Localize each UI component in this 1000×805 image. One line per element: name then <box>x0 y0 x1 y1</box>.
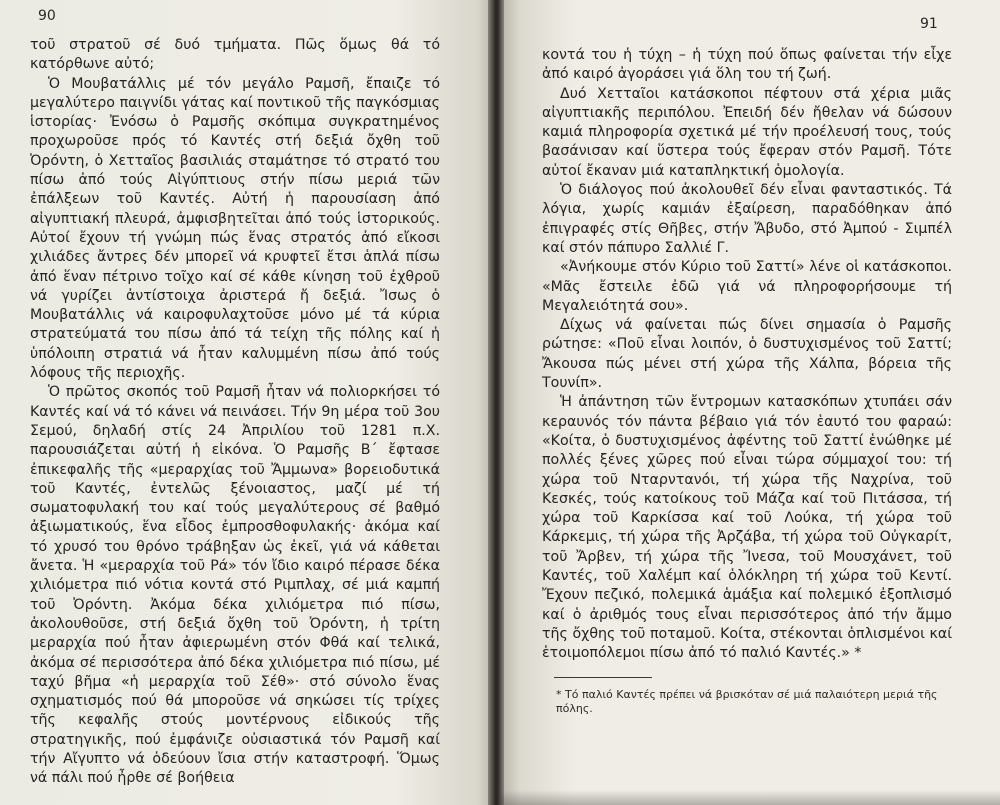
paragraph: Ὁ Μουβατάλλις μέ τόν μεγάλο Ραμσῆ, ἔπαιζε τό μεγαλύτερο παιγνίδι γάτας καί ποντικοῦ τῆς παγκόσμιας ἱστορίας· Ἐνόσω ὁ Ραμσῆς σκόπιμα συγκρατημένος προχωροῦσε πρός τό Καντές στή δεξιά ὄχθη τοῦ Ὀρόντη, ὁ Χετταῖος βασιλιάς σταμάτησε τό στρατό του πίσω ἀπό τούς Αἰγύπτιους στήν πίσω μεριά τῶν ἐπάλξεων τοῦ Καντές. Αὐτή ἡ παρουσίαση ἀπό αἰγυπτιακή πλευρά, ἀμφισβητεῖται ἀπό τούς ἱστορικούς. Αὐτοί ἔχουν τή γνώμη πώς ἕνας στρατός ἀπό εἴκοσι χιλιάδες ἄντρες δέν μπορεῖ νά κρυφτεῖ ἔτσι ἁπλά πίσω ἀπό ἕναν πέτρινο τοῖχο καί σέ κάθε κίνηση τοῦ ἐχθροῦ νά γυρίζει ἀντίστοιχα ἀριστερά ἤ δεξιά. Ἴσως ὁ Μουβατάλλις νά καιροφυλαχτοῦσε μόνο μέ τά κύρια στρατεύματά του πίσω ἀπό τά τείχη τῆς πόλης καί ἡ ὑπόλοιπη στρατιά νά ἦταν καλυμμένη πίσω ἀπό τούς λόφους τῆς περιοχῆς. <box>30 75 440 382</box>
paragraph: κοντά του ἡ τύχη – ἡ τύχη πού ὅπως φαίνεται τήν εἶχε ἀπό καιρό ἀγοράσει γιά ὅλη του τή ζωή. <box>542 47 952 83</box>
paragraph: Ἡ ἀπάντηση τῶν ἔντρομων κατασκόπων χτυπάει σάν κεραυνός τόν πάντα βέβαιο γιά τόν ἑαυτό του φαραώ: «Κοίτα, ὁ δυστυχισμένος ἀφέντης τοῦ Σαττί ἑνώθηκε μέ πολλές ξένες χῶρες πού εἶναι τώρα σύμμαχοί του: τή χώρα τοῦ Νταρντανόι, τή χώρα τῆς Ναχρίνα, τοῦ Κεσκές, τούς κατοίκους τοῦ Μάζα καί τοῦ Πιτάσσα, τή χώρα τοῦ Καρκίσσα καί τοῦ Λούκα, τή χώρα τοῦ Κάρκεμις, τή χώρα τῆς Ἀρζάβα, τή χώρα τοῦ Οὐγκαρίτ, τοῦ Ἄρβεν, τή χώρα τῆς Ἴνεσα, τοῦ Μουσχάνετ, τοῦ Καντές, τοῦ Χαλέμπ καί ὁλόκληρη τή χώρα τοῦ Κεντί. Ἔχουν πεζικό, πολεμικά ἁμάξια καί πολεμικό ἐξοπλισμό καί ὁ ἀριθμός τους εἶναι περισσότερος ἀπό τήν ἄμμο τῆς ὄχθης τοῦ ποταμοῦ. Κοίτα, στέκονται ὁπλισμένοι καί ἑτοιμοπόλεμοι πίσω ἀπό τό παλιό Καντές.» * <box>542 394 952 662</box>
left-page-text <box>30 36 440 789</box>
book-gutter <box>488 0 504 805</box>
right-page-text <box>542 46 952 664</box>
left-page-number: 90 <box>38 8 56 24</box>
paragraph: Ὁ διάλογος πού ἀκολουθεῖ δέν εἶναι φανταστικός. Τά λόγια, χωρίς καμιάν ἐξαίρεση, παραδόθηκαν ἀπό ἐπιγραφές στίς Θῆβες, στήν Ἄβυδο, στό Ἀμπού - Σιμπέλ καί στόν πάπυρο Σαλλιέ Γ. <box>542 182 952 256</box>
footnote: * Τό παλιό Καντές πρέπει νά βρισκόταν σέ μιά παλαιότερη μεριά τῆς πόλης. <box>556 688 938 715</box>
page-edge-shadow <box>500 790 1000 805</box>
paragraph: «Ἀνήκουμε στόν Κύριο τοῦ Σαττί» λένε οἱ κατάσκοποι. «Μᾶς ἔστειλε ἐδῶ γιά νά πληροφορήσουμε τή Μεγαλειότητά σου». <box>542 259 952 314</box>
paragraph: Ὁ πρῶτος σκοπός τοῦ Ραμσῆ ἦταν νά πολιορκήσει τό Καντές καί νά τό κάνει νά πεινάσει. Τήν 9η μέρα τοῦ 3ου Σεμού, δηλαδή στίς 24 Ἀπριλίου τοῦ 1281 π.Χ. παρουσιάζεται αὐτή ἡ εἰκόνα. Ὁ Ραμσῆς Β΄ ἔφτασε ἐπικεφαλῆς τῆς «μεραρχίας τοῦ Ἄμμωνα» βορειοδυτικά τοῦ Καντές, ἐντελῶς ξένοιαστος, μαζί μέ τή σωματοφυλακή του καί τούς μεγαλύτερους σέ βαθμό ἀξιωματικούς, ἕνα εἶδος ἐμπροσθοφυλακής· ἀκόμα καί τό χρυσό του θρόνο τράβηξαν ὡς ἐκεῖ, γιά νά κάθεται ἄνετα. Ἡ «μεραρχία τοῦ Ρά» τόν ἴδιο καιρό πέρασε δέκα χιλιόμετρα πιό νότια κοντά στό Ριμπλαχ, σέ μιά καμπή τοῦ Ὀρόντη. Ἀκόμα δέκα χιλιόμετρα πιό πίσω, ἀκολουθοῦσε, στή δεξιά ὄχθη τοῦ Ὀρόντη, ἡ τρίτη μεραρχία πού ἦταν ἀφιερωμένη στόν Φθά καί τελικά, ἀκόμα σέ περισσότερα ἀπό δέκα χιλιόμετρα πιό πίσω, μέ ταχύ βῆμα «ἡ μεραρχία τοῦ Σέθ»· στό σύνολο ἕνας σχηματισμός πού θά μποροῦσε νά σηκώσει τίς τρίχες τῆς κεφαλῆς στούς μοντέρνους εἰδικούς τῆς στρατηγικῆς, πού ἐμφάνιζε οὐσιαστικά τόν Ραμσῆ καί τήν Αἴγυπτο νά ὁδεύουν ἴσια στήν καταστροφή. Ὅμως νά πάλι πού ἦρθε σέ βοήθεια <box>30 384 440 787</box>
right-page-number: 91 <box>920 16 938 32</box>
left-page <box>0 0 492 805</box>
paragraph: τοῦ στρατοῦ σέ δυό τμήματα. Πῶς ὅμως θά τό κατόρθωνε αὐτό; <box>30 37 440 73</box>
paragraph: Δίχως νά φαίνεται πώς δίνει σημασία ὁ Ραμσῆς ρώτησε: «Ποῦ εἶναι λοιπόν, ὁ δυστυχισμένος τοῦ Σαττί; Ἄκουσα πώς μένει στή χώρα τῆς Χάλπα, βόρεια τῆς Τουνίπ». <box>542 317 952 392</box>
paragraph: Δυό Χετταῖοι κατάσκοποι πέφτουν στά χέρια μιᾶς αἰγυπτιακῆς περιπόλου. Ἐπειδή δέν ἤθελαν νά δώσουν καμιά πληροφορία σχετικά μέ τήν προέλευσή τους, τούς βασάνισαν καί ὕστερα τούς ἔφεραν στόν Ραμσῆ. Τότε αὐτοί ἔκαναν μιά καταπληκτική ὁμολογία. <box>542 85 952 179</box>
footnote-divider <box>554 677 652 678</box>
